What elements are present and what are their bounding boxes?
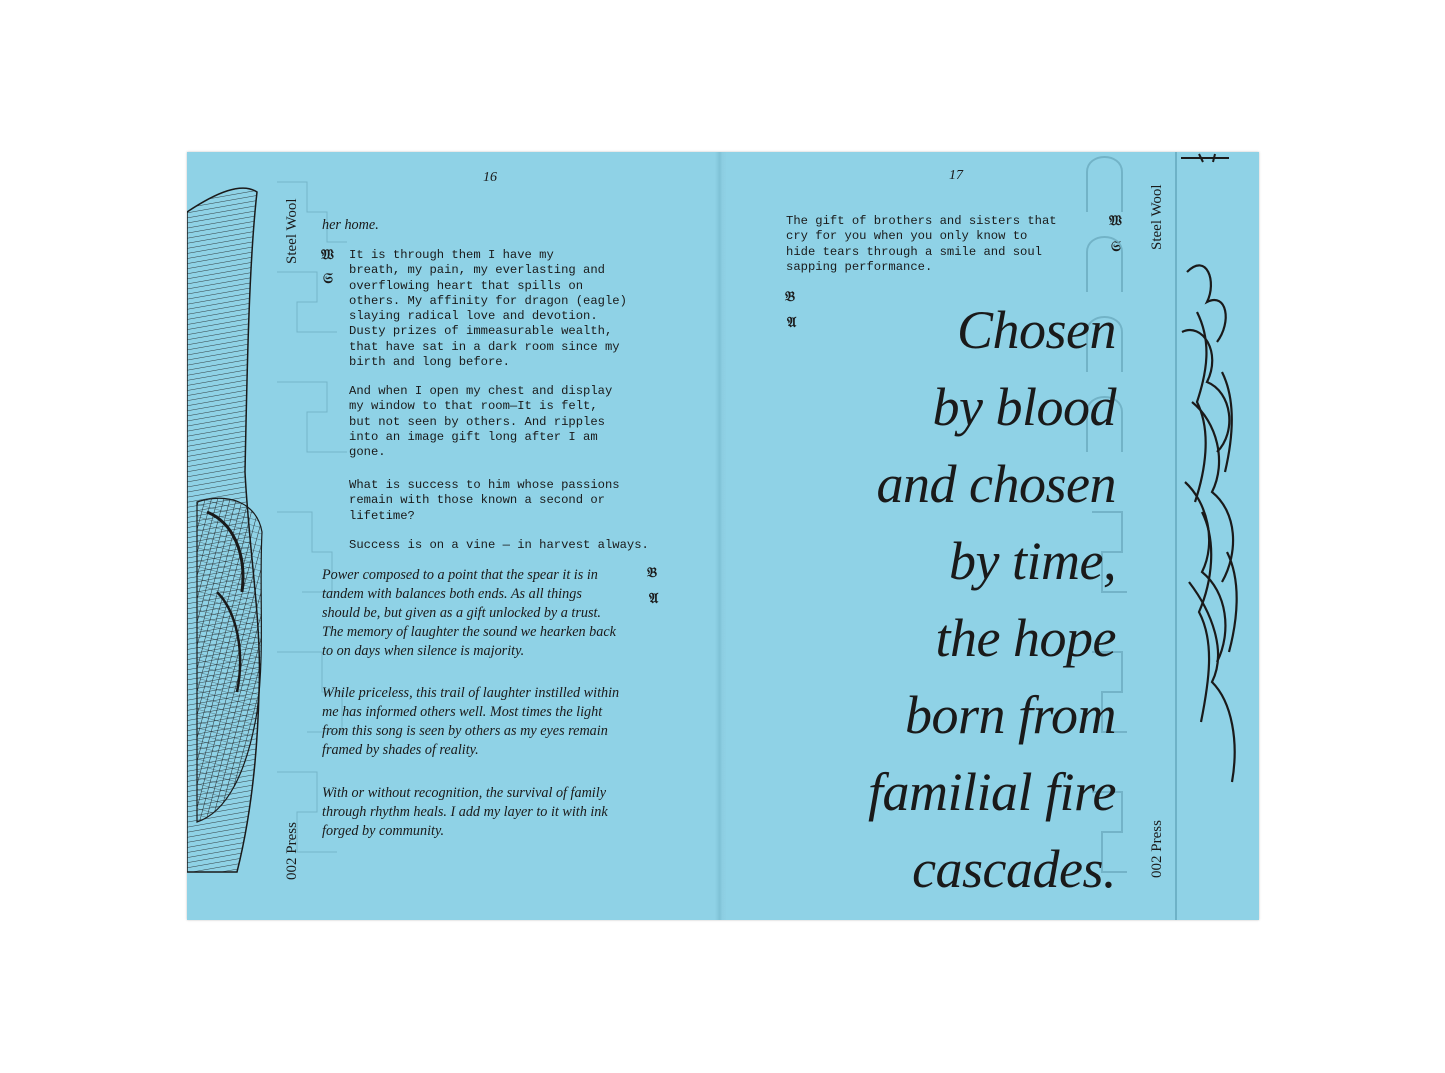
dragon-sketch-illustration [187,172,267,892]
body-paragraph: It is through them I have my breath, my pain, my everlasting and overflowing heart that spills on others. My affinity for dragon (eagle) slaying radical love and devotion. Dusty prizes of immeasurable wealth, that have sat in a dark room since my birth and long before. [349,248,627,370]
body-paragraph: What is success to him whose passions remain with those known a second or lifetime? [349,478,620,523]
blackletter-glyph-icon: 𝔖 [323,272,333,287]
headline-line: by time, [949,531,1116,591]
blackletter-glyph-icon: 𝔄 [787,316,797,331]
body-paragraph: And when I open my chest and display my window to that room—It is felt, but not seen by others. And ripples into an image gift long after I am gone. [349,384,613,460]
headline-line: familial fire [868,762,1116,822]
headline-line: by blood [932,377,1116,437]
headline-line: and chosen [876,454,1116,514]
blackletter-glyph-icon: 𝔚 [1109,214,1122,229]
page-number-16: 16 [483,170,497,185]
blackletter-glyph-icon: 𝔄 [649,592,659,607]
blackletter-glyph-icon: 𝔅 [785,290,796,305]
italic-paragraph: Power composed to a point that the spear it is in tandem with balances both ends. As all things should be, but given as a gift unlocked by a trust. The memory of laughter the sound we hearken back to on days when silence is majority. [322,567,616,659]
headline-line: the hope [935,608,1116,668]
left-series-title: Steel Wool [284,198,300,264]
flame-sketch-illustration [1177,252,1259,792]
right-publisher: 002 Press [1149,820,1165,878]
blackletter-glyph-icon: 𝔚 [321,248,334,263]
body-paragraph: Success is on a vine — in harvest always. [349,538,649,552]
opening-line: her home. [322,217,379,233]
top-edge-sketch [1179,152,1239,166]
headline-quote [716,292,1116,908]
blackletter-glyph-icon: 𝔖 [1111,240,1121,255]
right-series-title: Steel Wool [1149,184,1165,250]
italic-paragraph: With or without recognition, the survival of family through rhythm heals. I add my layer to it with ink forged by community. [322,785,608,839]
page-number-17: 17 [949,168,963,183]
headline-line: Chosen [957,300,1116,360]
booklet-spread [187,152,1259,920]
headline-line: cascades. [912,839,1116,899]
body-paragraph: The gift of brothers and sisters that cry for you when you only know to hide tears through a smile and soul sapping performance. [786,214,1057,274]
headline-line: born from [904,685,1116,745]
left-publisher: 002 Press [284,822,300,880]
blackletter-glyph-icon: 𝔅 [647,566,658,581]
italic-paragraph: While priceless, this trail of laughter instilled within me has informed others well. Most times the light from this song is seen by others as my eyes remain framed by shades of reality. [322,685,620,758]
